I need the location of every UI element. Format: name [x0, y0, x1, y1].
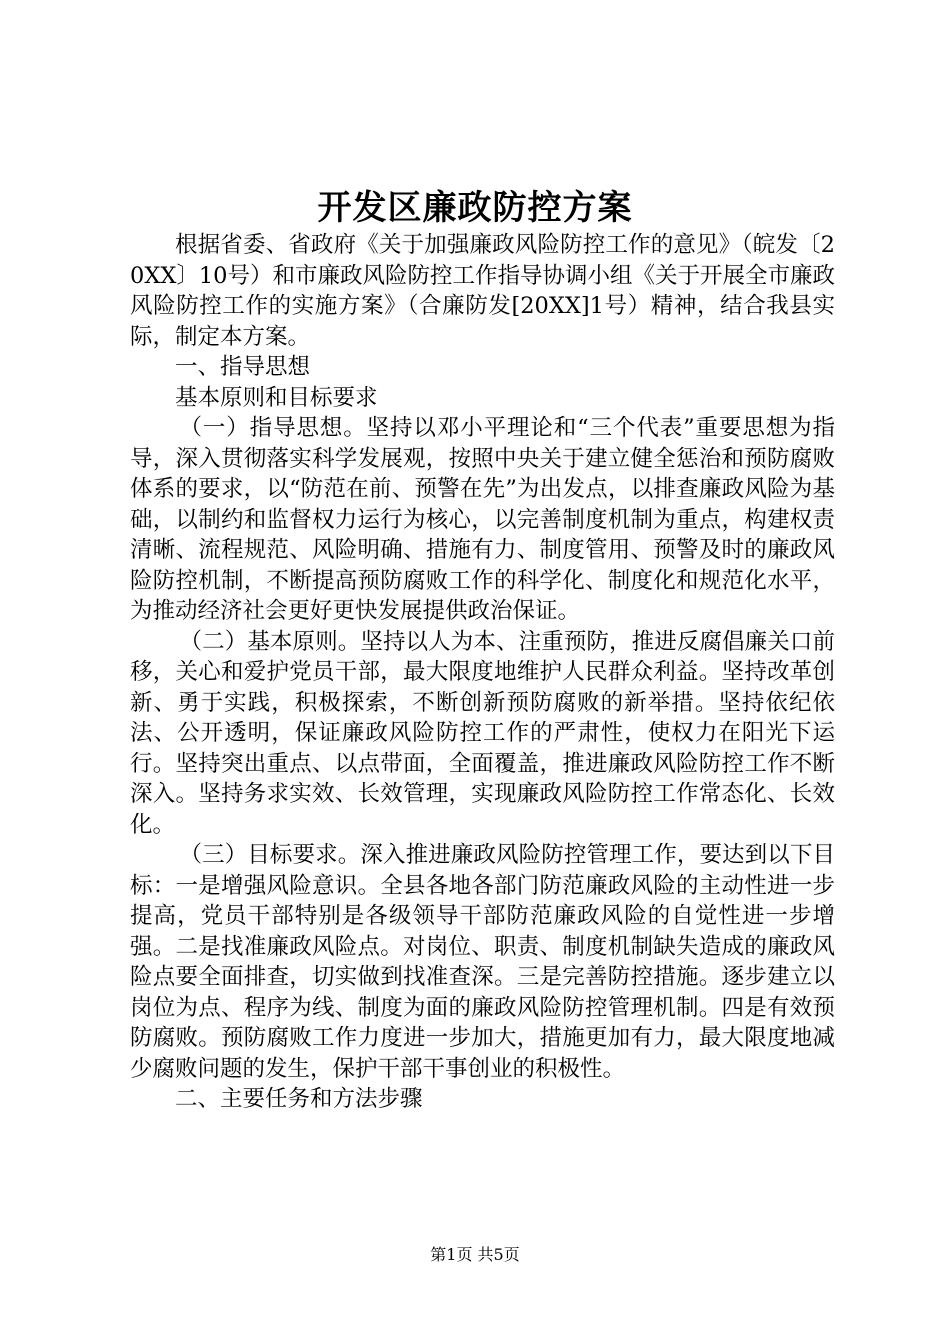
- paragraph-guiding-ideology: （一）指导思想。坚持以邓小平理论和“三个代表”重要思想为指导，深入贯彻落实科学发展观，按照中央关于建立健全惩治和预防腐败体系的要求，以“防范在前、预警在先”为出发点，以排查廉政风险为基础，以制约和监督权力运行为核心，以完善制度机制为重点，构建权责清晰、流程规范、风险明确、措施有力、制度管用、预警及时的廉政风险防控机制，不断提高预防腐败工作的科学化、制度化和规范化水平，为推动经济社会更好更快发展提供政治保证。: [130, 415, 835, 624]
- document-title: 开发区廉政防控方案: [317, 188, 633, 228]
- heading-main-tasks: 二、主要任务和方法步骤: [175, 1086, 423, 1112]
- document-body: [130, 230, 835, 1115]
- page-footer: 第1页 共5页: [430, 1245, 520, 1264]
- heading-principles-goals: 基本原则和目标要求: [175, 384, 378, 411]
- heading-guiding-ideology: 一、指导思想: [175, 354, 311, 380]
- paragraph-basic-principles: （二）基本原则。坚持以人为本、注重预防，推进反腐倡廉关口前移，关心和爱护党员干部，最大限度地维护人民群众利益。坚持改革创新、勇于实践，积极探索，不断创新预防腐败的新举措。坚持依纪依法、公开透明，保证廉政风险防控工作的严肃性，使权力在阳光下运行。坚持突出重点、以点带面，全面覆盖，推进廉政风险防控工作不断深入。坚持务求实效、长效管理，实现廉政风险防控工作常态化、长效化。: [130, 628, 835, 838]
- paragraph-goals: （三）目标要求。深入推进廉政风险防控管理工作，要达到以下目标：一是增强风险意识。全县各地各部门防范廉政风险的主动性进一步提高，党员干部特别是各级领导干部防范廉政风险的自觉性进一步增强。二是找准廉政风险点。对岗位、职责、制度机制缺失造成的廉政风险点要全面排查，切实做到找准查深。三是完善防控措施。逐步建立以岗位为点、程序为线、制度为面的廉政风险防控管理机制。四是有效预防腐败。预防腐败工作力度进一步加大，措施更加有力，最大限度地减少腐败问题的发生，保护干部干事创业的积极性。: [130, 842, 835, 1082]
- paragraph-intro: 根据省委、省政府《关于加强廉政风险防控工作的意见》（皖发〔20XX〕10号）和市廉政风险防控工作指导协调小组《关于开展全市廉政风险防控工作的实施方案》（合廉防发[20XX]1号）精神，结合我县实际，制定本方案。: [130, 232, 835, 350]
